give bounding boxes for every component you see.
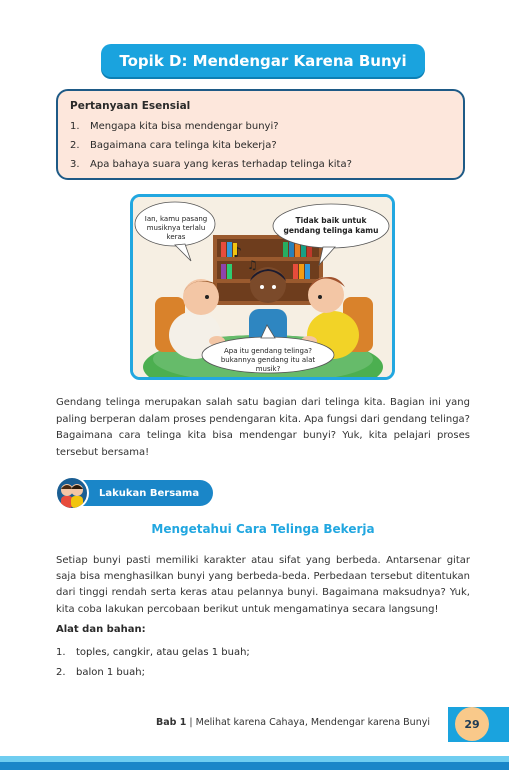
activity-badge: [55, 476, 215, 510]
intro-paragraph: Gendang telinga merupakan salah satu bagian dari telinga kita. Bagian ini yang paling berperan dalam proses pendengaran kita. Apa fungsi dari gendang telinga? Bagaimana cara telinga kita bisa mendengar bunyi? Yuk, kita pelajari proses tersebut bersama!: [56, 397, 470, 458]
bubble-bottom-text: Apa itu gendang telinga? bukannya gendang itu alat musik?: [220, 347, 316, 373]
kids-icon: [55, 476, 89, 510]
section-title: Mengetahui Cara Telinga Bekerja: [151, 522, 375, 536]
list-item: [70, 136, 451, 155]
list-number: 3.: [70, 159, 80, 170]
svg-text:♪: ♪: [233, 245, 242, 261]
section-paragraph: Setiap bunyi pasti memiliki karakter atau sifat yang berbeda. Antarsenar gitar saja bisa menghasilkan bunyi yang berbeda-beda. Perbedaan tersebut ditentukan dari tinggi rendah serta keras atau pelannya bunyi. Bagaimana maksudnya? Yuk, kita coba lakukan percobaan berikut untuk mengamatinya secara langsung!: [56, 555, 470, 615]
list-number: 1.: [56, 647, 66, 658]
list-item: [56, 665, 250, 685]
page-number: 29: [455, 707, 489, 741]
list-number: 2.: [70, 140, 80, 151]
essential-questions-list: [70, 117, 451, 174]
material-text: balon 1 buah;: [76, 667, 145, 678]
question-text: Mengapa kita bisa mendengar bunyi?: [90, 121, 279, 132]
chapter-footer: [100, 717, 430, 728]
list-item: [70, 155, 451, 174]
bottom-stripe-dark: [0, 762, 509, 770]
question-text: Bagaimana cara telinga kita bekerja?: [90, 140, 277, 151]
topic-title: Topik D: Mendengar Karena Bunyi: [101, 44, 425, 77]
materials-heading: Alat dan bahan:: [56, 624, 146, 635]
list-item: [70, 117, 451, 136]
list-item: [56, 645, 250, 665]
question-text: Apa bahaya suara yang keras terhadap telinga kita?: [90, 159, 352, 170]
list-number: 1.: [70, 121, 80, 132]
materials-list: [56, 645, 250, 685]
activity-label: Lakukan Bersama: [69, 480, 213, 506]
chapter-title: Melihat karena Cahaya, Mendengar karena Bunyi: [195, 717, 430, 728]
list-number: 2.: [56, 667, 66, 678]
essential-questions-box: [56, 89, 465, 180]
essential-questions-heading: Pertanyaan Esensial: [70, 100, 191, 112]
bubble-right-text: Tidak baik untuk gendang telinga kamu: [283, 216, 379, 235]
svg-text:♫: ♫: [247, 258, 258, 272]
bubble-left-text: Ian, kamu pasang musiknya terlalu keras: [144, 215, 208, 241]
chapter-label: Bab 1: [156, 717, 187, 728]
material-text: toples, cangkir, atau gelas 1 buah;: [76, 647, 250, 658]
footer-separator: |: [186, 717, 196, 728]
children-illustration: [130, 194, 395, 380]
